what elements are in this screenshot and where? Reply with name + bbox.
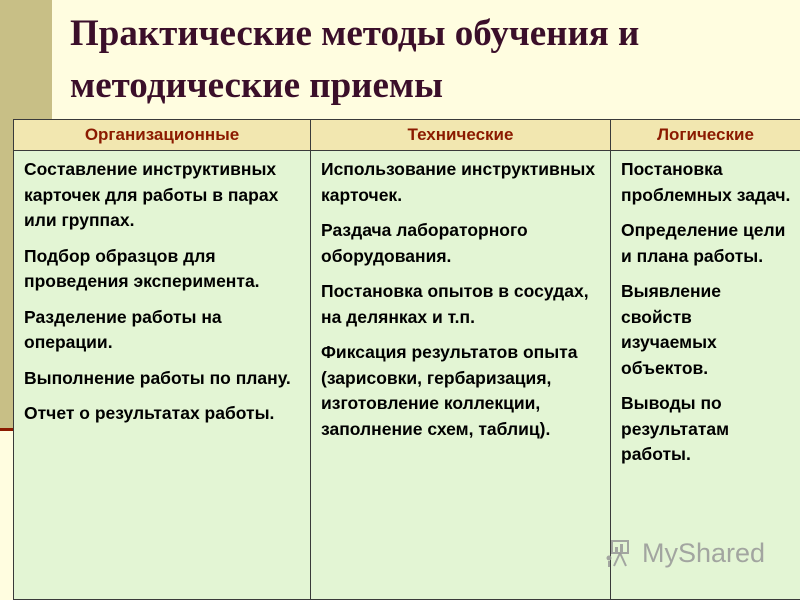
- list-item: Фиксация результатов опыта (зарисовки, гербаризация, изготовление коллекции, заполнение схем, таблиц).: [321, 342, 578, 439]
- list-item: Раздача лабораторного оборудования.: [321, 220, 528, 266]
- slide-title-line-1: Практические методы обучения и: [70, 13, 640, 54]
- presentation-icon: [606, 540, 636, 568]
- list-item: Постановка проблемных задач.: [621, 159, 791, 205]
- list-item: Разделение работы на операции.: [24, 306, 222, 352]
- watermark: [606, 538, 765, 569]
- header-organizational: Организационные: [14, 120, 311, 151]
- organizational-column: [14, 151, 311, 600]
- list-item: Определение цели и плана работы.: [621, 220, 786, 266]
- decorative-divider: [0, 428, 14, 431]
- table-body-row: [14, 151, 800, 600]
- list-item: Использование инструктивных карточек.: [321, 159, 596, 205]
- list-item: Выполнение работы по плану.: [24, 367, 291, 388]
- list-item: Выводы по результатам работы.: [621, 393, 730, 464]
- slide-title-line-2: методические приемы: [70, 65, 443, 106]
- watermark-text: MyShared: [642, 538, 766, 568]
- slide-title: [70, 8, 790, 112]
- list-item: Постановка опытов в сосудах, на делянках и т.п.: [321, 281, 589, 327]
- technical-column: [311, 151, 611, 600]
- logical-column: [611, 151, 800, 600]
- list-item: Подбор образцов для проведения эксперимента.: [24, 245, 260, 291]
- header-logical: Логические: [611, 120, 800, 151]
- table-header-row: [14, 120, 800, 151]
- methods-table: [13, 119, 800, 600]
- header-technical: Технические: [311, 120, 611, 151]
- list-item: Отчет о результатах работы.: [24, 403, 275, 423]
- list-item: Составление инструктивных карточек для работы в парах или группах.: [24, 159, 279, 230]
- list-item: Выявление свойств изучаемых объектов.: [621, 281, 722, 378]
